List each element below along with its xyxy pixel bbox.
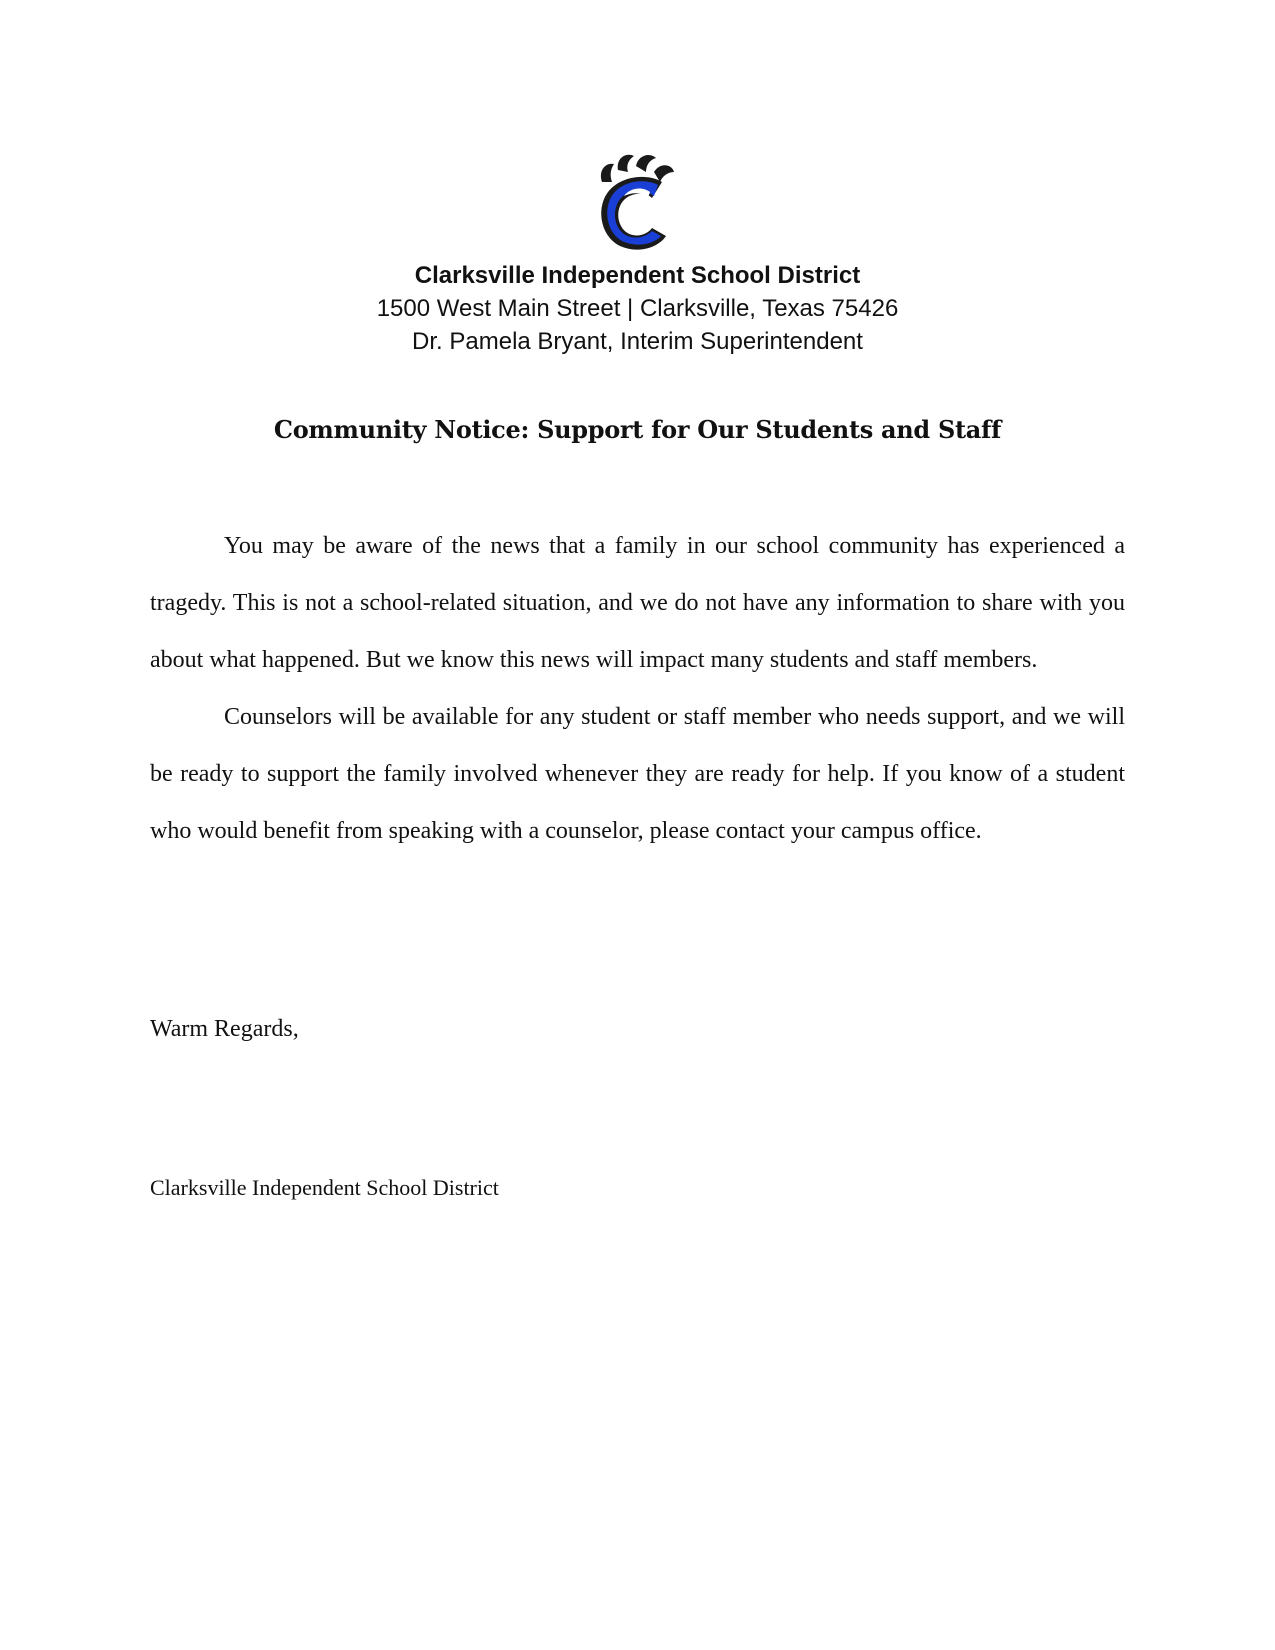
district-name: Clarksville Independent School District bbox=[414, 262, 861, 289]
paw-c-logo-icon bbox=[592, 152, 682, 252]
letterhead bbox=[0, 260, 1275, 358]
superintendent-line: Dr. Pamela Bryant, Interim Superintendent bbox=[412, 328, 863, 355]
closing-salutation: Warm Regards, bbox=[150, 1016, 299, 1042]
district-address: 1500 West Main Street | Clarksville, Texas 75426 bbox=[376, 295, 899, 322]
body-paragraph: Counselors will be available for any student or staff member who needs support, and we will be ready to support the family involved whenever they are ready for help. If you know of a student who would benefit from speaking with a counselor, please contact your campus office. bbox=[150, 704, 1125, 844]
body-paragraph: You may be aware of the news that a family in our school community has experienced a tragedy. This is not a school-related situation, and we do not have any information to share with you about what happened. But we know this news will impact many students and staff members. bbox=[150, 533, 1125, 673]
notice-title: Community Notice: Support for Our Students and Staff bbox=[273, 415, 1002, 444]
notice-body bbox=[150, 518, 1125, 860]
signature-line: Clarksville Independent School District bbox=[150, 1175, 499, 1200]
